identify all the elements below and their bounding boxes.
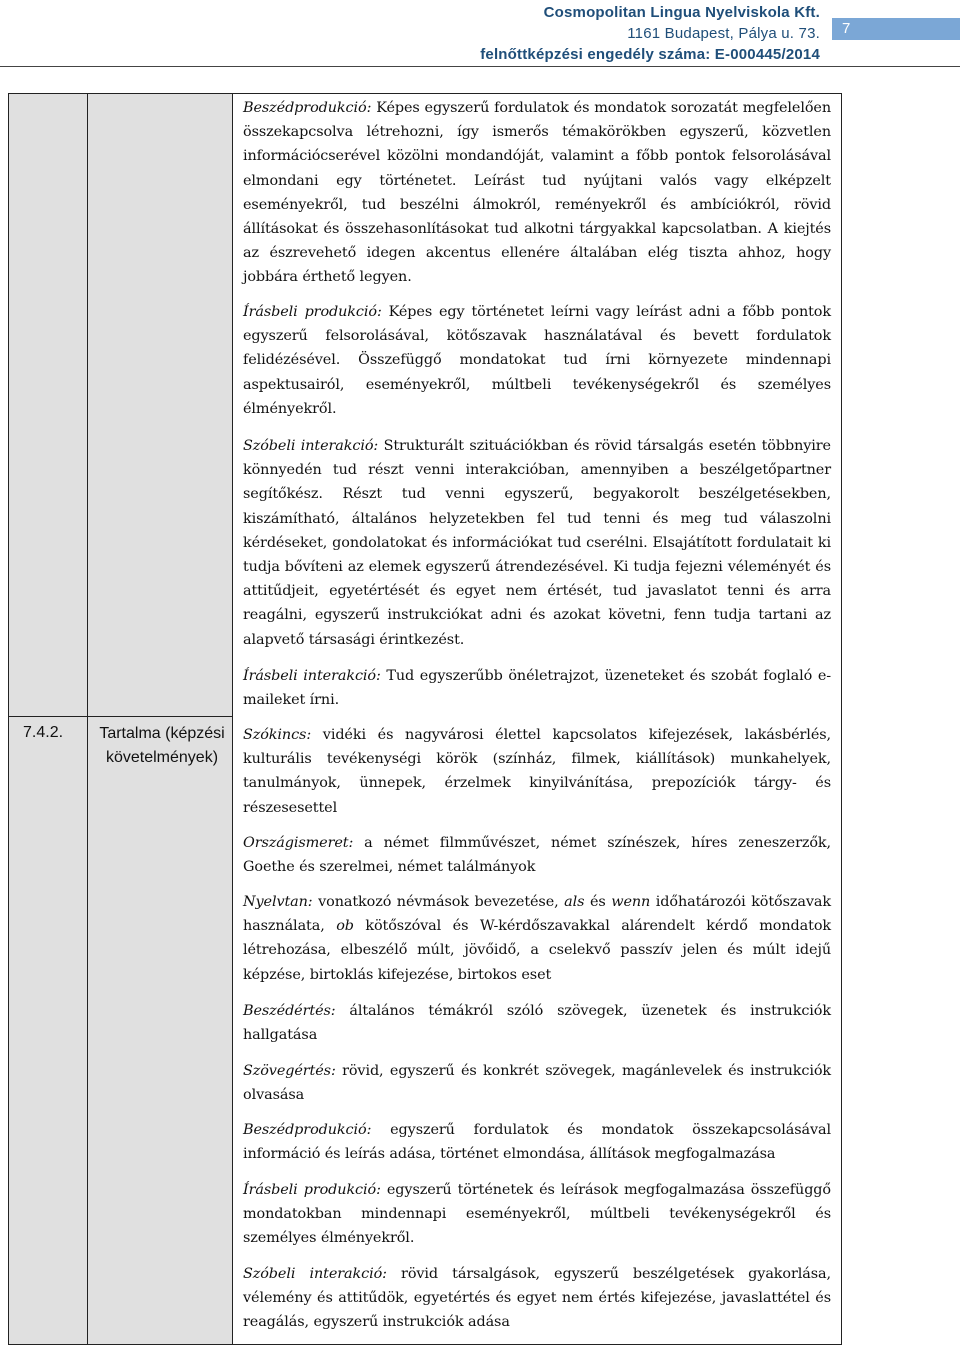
italic-term: ob xyxy=(336,918,354,935)
header-divider xyxy=(0,66,960,67)
paragraph-text: kötőszóval és W-kérdőszavakkal alárendelt kérdő mondatok létrehozása, elbeszélő múlt, jövőidő, a cselekvő passzív jelen és múlt idejű képzése, birtoklás kifejezése, birtokos eset xyxy=(243,918,831,983)
paragraph-szobeli-interakcio-2 xyxy=(243,1262,831,1335)
paragraph-beszedprodukcio xyxy=(243,96,831,290)
paragraph-text: Képes egyszerű fordulatok és mondatok sorozatát megfelelően összekapcsolva létrehozni, így ismerős témakörökben egyszerű, közvetlen információcserével közölni mondandóját, valamint a főbb pontok felsorolásával elmondani egy történetet. Leírást tud nyújtani valós vagy elképzelt eseményekről, tud beszélni álmokról, reményekről és ambíciókról, rövid állításokat és összehasonlításokat tud alkotni tárgyakkal kapcsolatban. A kiejtés az észrevehető idegen akcentus ellenére általában elég tiszta ahhoz, hogy jobbára érthető legyen. xyxy=(243,100,831,286)
paragraph-label: Írásbeli produkció: xyxy=(243,1182,381,1198)
paragraph-label: Nyelvtan: xyxy=(243,894,313,910)
paragraph-text: rövid társalgások, egyszerű beszélgetések gyakorlása, vélemény és attitűdök, egyetértés és egyet nem értés kifejezése, javaslattétel és reagálás, egyszerű instrukciók adása xyxy=(243,1266,831,1331)
paragraph-label: Írásbeli produkció: xyxy=(243,304,382,320)
curriculum-table xyxy=(8,93,842,1345)
paragraph-label: Írásbeli interakció: xyxy=(243,668,381,684)
paragraph-text: időhatározói kötőszavak használata, xyxy=(243,894,831,935)
paragraph-text: rövid, egyszerű és konkrét szövegek, magánlevelek és instrukciók olvasása xyxy=(243,1063,831,1104)
paragraph-label: Beszédprodukció: xyxy=(243,1122,372,1138)
paragraph-beszedertes xyxy=(243,999,831,1047)
italic-term: wenn xyxy=(611,894,651,910)
paragraph-beszedprodukcio-2 xyxy=(243,1118,831,1166)
paragraph-text: és xyxy=(584,894,612,910)
paragraph-szokincs xyxy=(243,723,831,820)
paragraph-text: egyszerű történetek és leírások megfogalmazása összefüggő mondatokban mindennapi eseményekről, múltbeli tevékenységekről és személyes élményekről. xyxy=(243,1182,831,1247)
paragraph-szobeli-interakcio xyxy=(243,434,831,652)
company-name: Cosmopolitan Lingua Nyelviskola Kft. xyxy=(543,4,820,21)
paragraph-text: általános témákról szóló szövegek, üzenetek és instrukciók hallgatása xyxy=(243,1003,831,1044)
paragraph-text: egyszerű fordulatok és mondatok összekapcsolásával információ és leírás adása, történet elmondása, állítások megfogalmazása xyxy=(243,1122,831,1163)
paragraph-text: vidéki és nagyvárosi élettel kapcsolatos kifejezések, lakásbérlés, kulturális tevékenységi körök (színház, filmek, kiállítások) munkahelyek, tanulmányok, ünnepek, érzelmek kinyilvánítása, prepozíciók tárgy- és részesesettel xyxy=(243,727,831,816)
paragraph-orszagismeret xyxy=(243,831,831,879)
paragraph-text: a német filmművészet, német színészek, híres zeneszerzők, Goethe és szerelmei, német találmányok xyxy=(243,835,831,876)
section-number-column xyxy=(9,94,88,1344)
section-number: 7.4.2. xyxy=(23,724,64,741)
section-title: Tartalma (képzési követelmények) xyxy=(99,725,225,766)
company-address: 1161 Budapest, Pálya u. 73. xyxy=(627,25,820,42)
license-number: felnőttképzési engedély száma: E-000445/2014 xyxy=(480,46,820,63)
page-number: 7 xyxy=(832,18,960,40)
paragraph-label: Beszédprodukció: xyxy=(243,100,372,116)
italic-term: als xyxy=(564,894,585,910)
paragraph-label: Szóbeli interakció: xyxy=(243,438,379,454)
page-header xyxy=(0,0,960,70)
paragraph-label: Beszédértés: xyxy=(243,1003,336,1019)
paragraph-label: Országismeret: xyxy=(243,835,354,851)
paragraph-text: Tud egyszerűbb önéletrajzot, üzeneteket és szobát foglaló e-maileket írni. xyxy=(243,668,832,709)
paragraph-irasbeli-interakcio xyxy=(243,664,831,712)
paragraph-text: Strukturált szituációkban és rövid társalgás esetén többnyire könnyedén tud részt venni interakcióban, amennyiben a beszélgetőpartner segítőkész. Részt tud venni egyszerű, begyakorolt beszélgetésekben, kiszámítható, általános helyzetekben fel tud tenni és meg tud válaszolni kérdéseket, gondolatokat és információkat tud cserélni. Elsajátított fordulatait ki tudja bővíteni az elemek egyszerű átrendezésével. Ki tudja fejezni véleményét és attitűdjeit, egyetértését és egyet nem értését, tud javaslatot tenni és arra reagálni, egyszerű instrukciókat adni és azokat követni, fenn tudja tartani az alapvető társasági érintkezést. xyxy=(243,438,831,648)
paragraph-label: Szövegértés: xyxy=(243,1063,336,1079)
row-divider xyxy=(9,716,233,717)
paragraph-szovegertes xyxy=(243,1059,831,1107)
paragraph-nyelvtan xyxy=(243,890,831,987)
paragraph-label: Szóbeli interakció: xyxy=(243,1266,387,1282)
paragraph-irasbeli-produkcio xyxy=(243,300,831,421)
paragraph-label: Szókincs: xyxy=(243,727,312,743)
header-text xyxy=(480,2,820,65)
paragraph-text: Képes egy történetet leírni vagy leírást adni a főbb pontok egyszerű felsorolásával, kötőszavak használatával és bevett fordulatok felidézésével. Összefüggő mondatokat tud írni környezete mindennapi aspektusairól, eseményekről, múltbeli tevékenységekről és személyes élményekről. xyxy=(243,304,831,417)
section-title-column xyxy=(88,94,233,1344)
paragraph-text: vonatkozó névmások bevezetése, xyxy=(312,894,565,910)
paragraph-irasbeli-produkcio-2 xyxy=(243,1178,831,1251)
